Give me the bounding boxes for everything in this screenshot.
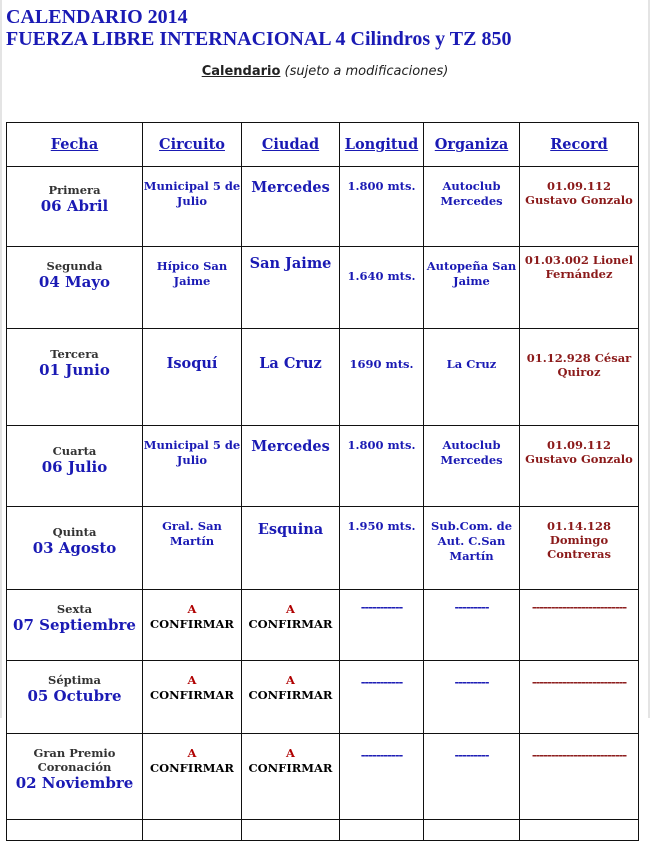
calendar-table [6, 122, 639, 841]
tbc-a: A [187, 673, 197, 687]
city-cell [242, 661, 340, 734]
city-cell: Mercedes [242, 167, 340, 247]
page-title: CALENDARIO 2014 [6, 6, 188, 28]
header-longitud: Longitud [340, 123, 424, 167]
circuit-cell [143, 734, 242, 820]
table-row-empty [7, 820, 639, 841]
round-ordinal: Gran Premio Coronación [33, 746, 116, 774]
fecha-cell [7, 247, 143, 329]
caption-note: (sujeto a modificaciones) [284, 64, 449, 79]
caption-label: Calendario [201, 64, 281, 79]
record-cell: 01.03.002 Lionel Fernández [520, 247, 639, 329]
circuit-cell [143, 590, 242, 661]
city-cell: San Jaime [242, 247, 340, 329]
length-cell: 1.800 mts. [340, 426, 424, 507]
tbc-confirmar: CONFIRMAR [150, 761, 234, 775]
race-date: 06 Abril [40, 197, 109, 215]
organizer-cell: --------- [424, 661, 520, 734]
circuit-cell: Hípico San Jaime [143, 247, 242, 329]
round-ordinal: Quinta [52, 525, 97, 539]
tbc-confirmar: CONFIRMAR [248, 617, 333, 631]
empty-cell [7, 820, 143, 841]
city-cell [242, 734, 340, 820]
tbc-a: A [187, 602, 197, 616]
circuit-cell [143, 661, 242, 734]
race-date: 07 Septiembre [13, 616, 136, 634]
length-cell: 1.640 mts. [340, 247, 424, 329]
header-record: Record [520, 123, 639, 167]
empty-cell [143, 820, 242, 841]
fecha-cell [7, 507, 143, 590]
round-ordinal: Cuarta [52, 444, 97, 458]
circuit-cell: Municipal 5 de Julio [143, 426, 242, 507]
organizer-cell: Autoclub Mercedes [424, 426, 520, 507]
fecha-cell [7, 734, 143, 820]
record-cell: ------------------------- [520, 661, 639, 734]
length-cell: 1.800 mts. [340, 167, 424, 247]
circuit-cell: Isoquí [143, 329, 242, 426]
race-date: 06 Julio [41, 458, 108, 476]
city-cell: Mercedes [242, 426, 340, 507]
round-ordinal: Sexta [56, 602, 93, 616]
tbc-a: A [286, 602, 295, 616]
tbc-confirmar: CONFIRMAR [248, 688, 333, 702]
empty-cell [340, 820, 424, 841]
page-border-left [0, 0, 2, 718]
tbc-confirmar: CONFIRMAR [150, 617, 234, 631]
fecha-cell [7, 661, 143, 734]
header-organiza: Organiza [424, 123, 520, 167]
header-ciudad: Ciudad [242, 123, 340, 167]
table-header-row [7, 123, 639, 167]
race-date: 05 Octubre [27, 687, 122, 705]
record-cell: 01.14.128 Domingo Contreras [520, 507, 639, 590]
organizer-cell: Autoclub Mercedes [424, 167, 520, 247]
city-cell: La Cruz [242, 329, 340, 426]
race-date: 02 Noviembre [15, 774, 134, 792]
empty-cell [520, 820, 639, 841]
table-row [7, 167, 639, 247]
tbc-a: A [286, 746, 295, 760]
race-date: 04 Mayo [38, 273, 111, 291]
city-cell [242, 590, 340, 661]
record-cell: 01.09.112 Gustavo Gonzalo [520, 167, 639, 247]
empty-cell [424, 820, 520, 841]
circuit-cell: Municipal 5 de Julio [143, 167, 242, 247]
race-date: 03 Agosto [32, 539, 117, 557]
organizer-cell: --------- [424, 734, 520, 820]
table-row [7, 329, 639, 426]
tbc-a: A [286, 673, 295, 687]
organizer-cell: --------- [424, 590, 520, 661]
length-cell: ----------- [340, 590, 424, 661]
city-cell: Esquina [242, 507, 340, 590]
race-date: 01 Junio [39, 361, 110, 379]
circuit-cell: Gral. San Martín [143, 507, 242, 590]
table-row [7, 426, 639, 507]
header-fecha: Fecha [7, 123, 143, 167]
record-cell: 01.09.112 Gustavo Gonzalo [520, 426, 639, 507]
tbc-confirmar: CONFIRMAR [248, 761, 333, 775]
tbc-a: A [187, 746, 197, 760]
record-cell: ------------------------- [520, 734, 639, 820]
organizer-cell: La Cruz [424, 329, 520, 426]
round-ordinal: Segunda [46, 259, 103, 273]
fecha-cell [7, 329, 143, 426]
fecha-cell [7, 167, 143, 247]
table-row [7, 734, 639, 820]
fecha-cell [7, 590, 143, 661]
table-row [7, 661, 639, 734]
length-cell: 1.950 mts. [340, 507, 424, 590]
table-row [7, 247, 639, 329]
length-cell: ----------- [340, 661, 424, 734]
table-row [7, 590, 639, 661]
organizer-cell: Autopeña San Jaime [424, 247, 520, 329]
length-cell: 1690 mts. [340, 329, 424, 426]
record-cell: ------------------------- [520, 590, 639, 661]
fecha-cell [7, 426, 143, 507]
round-ordinal: Séptima [48, 673, 101, 687]
tbc-confirmar: CONFIRMAR [150, 688, 234, 702]
length-cell: ----------- [340, 734, 424, 820]
page-subtitle-category: FUERZA LIBRE INTERNACIONAL 4 Cilindros y TZ 850 [6, 28, 512, 50]
record-cell: 01.12.928 César Quiroz [520, 329, 639, 426]
empty-cell [242, 820, 340, 841]
calendar-caption [0, 64, 650, 79]
round-ordinal: Primera [48, 183, 101, 197]
round-ordinal: Tercera [50, 347, 99, 361]
organizer-cell: Sub.Com. de Aut. C.San Martín [424, 507, 520, 590]
header-circuito: Circuito [143, 123, 242, 167]
table-row [7, 507, 639, 590]
